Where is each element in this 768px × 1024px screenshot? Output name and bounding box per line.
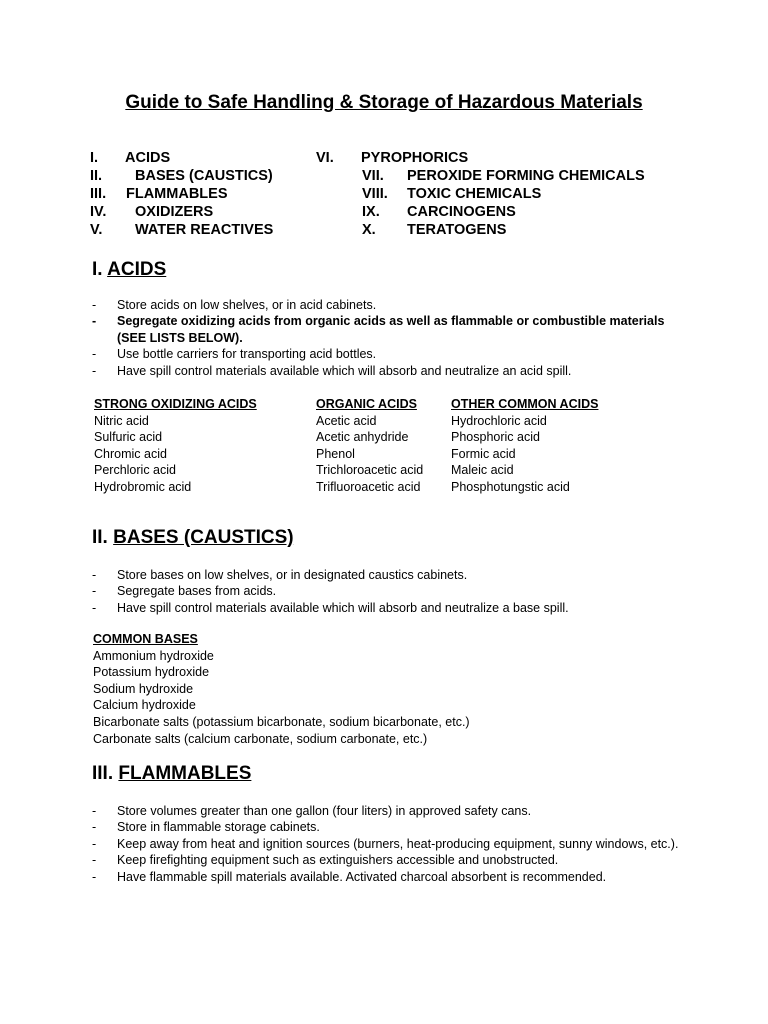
toc-number: IV.: [90, 204, 107, 220]
list-item: Acetic acid: [316, 413, 377, 428]
column-header: ORGANIC ACIDS: [316, 397, 417, 411]
list-item: [92, 803, 692, 819]
list-item: Ammonium hydroxide: [93, 648, 214, 663]
bullet-dash: -: [92, 584, 97, 599]
list-item: Nitric acid: [94, 413, 149, 428]
acids-bullet-list: [92, 297, 692, 379]
list-item: [92, 313, 692, 346]
bullet-text: Store in flammable storage cabinets.: [117, 820, 320, 835]
acid-column-strong-oxidizing: [94, 396, 257, 496]
bullet-text: Keep away from heat and ignition sources (burners, heat-producing equipment, sunny windows, etc.).: [117, 836, 679, 851]
section-heading-acids: [92, 259, 166, 281]
bases-bullet-list: [92, 567, 692, 616]
list-item: [92, 567, 692, 583]
bullet-text: Have flammable spill materials available. Activated charcoal absorbent is recommended.: [117, 869, 607, 884]
bullet-dash: -: [92, 820, 97, 835]
section-heading-bases: [92, 527, 294, 549]
list-item: [92, 583, 692, 599]
section-number: II.: [92, 527, 108, 548]
bullet-dash: -: [92, 600, 97, 615]
list-item: Carbonate salts (calcium carbonate, sodium carbonate, etc.): [93, 731, 428, 746]
list-item: Formic acid: [451, 446, 516, 461]
bullet-dash: -: [92, 869, 97, 884]
list-item: Phenol: [316, 446, 355, 461]
bullet-dash: -: [92, 347, 97, 362]
acid-column-other-common: [451, 396, 598, 496]
section-heading-flammables: [92, 763, 251, 785]
common-bases-list: [93, 631, 470, 747]
bullet-text: Segregate bases from acids.: [117, 584, 277, 599]
toc-number: VII.: [362, 168, 384, 184]
list-item: [92, 819, 692, 835]
bullet-text: Segregate oxidizing acids from organic acids as well as flammable or combustible materials (SEE LISTS BELOW).: [117, 314, 665, 345]
toc-label: BASES (CAUSTICS): [135, 168, 273, 184]
acid-column-organic: [316, 396, 423, 496]
bullet-dash: -: [92, 314, 97, 329]
list-item: Maleic acid: [451, 463, 514, 478]
toc-label: TOXIC CHEMICALS: [407, 186, 542, 202]
toc-label: TERATOGENS: [407, 222, 507, 238]
toc-number: X.: [362, 222, 376, 238]
bullet-dash: -: [92, 363, 97, 378]
list-item: Phosphoric acid: [451, 430, 540, 445]
list-item: Calcium hydroxide: [93, 698, 196, 713]
bullet-dash: -: [92, 836, 97, 851]
bullet-text: Have spill control materials available which will absorb and neutralize a base spill.: [117, 600, 569, 615]
list-item: [92, 869, 692, 885]
section-title: FLAMMABLES: [118, 763, 252, 784]
section-title: BASES (CAUSTICS): [113, 527, 294, 548]
toc-number: II.: [90, 168, 103, 184]
toc-number: III.: [90, 186, 107, 202]
bullet-dash: -: [92, 853, 97, 868]
section-number: III.: [92, 763, 114, 784]
toc-label: WATER REACTIVES: [135, 222, 274, 238]
list-item: Phosphotungstic acid: [451, 479, 570, 494]
bullet-dash: -: [92, 298, 97, 312]
list-header: COMMON BASES: [93, 632, 198, 646]
list-item: Sodium hydroxide: [93, 681, 194, 696]
list-item: Trichloroacetic acid: [316, 463, 424, 478]
list-item: [92, 363, 692, 379]
list-item: Hydrochloric acid: [451, 413, 547, 428]
list-item: [92, 600, 692, 616]
list-item: [92, 297, 692, 313]
list-item: Perchloric acid: [94, 463, 176, 478]
list-item: Sulfuric acid: [94, 430, 163, 445]
column-header: STRONG OXIDIZING ACIDS: [94, 397, 257, 411]
list-item: Chromic acid: [94, 446, 167, 461]
bullet-text: Store bases on low shelves, or in designated caustics cabinets.: [117, 568, 468, 582]
toc-label: ACIDS: [125, 150, 171, 166]
toc-label: PYROPHORICS: [361, 150, 469, 166]
list-item: Trifluoroacetic acid: [316, 479, 421, 494]
list-item: Acetic anhydride: [316, 430, 409, 445]
list-item: Bicarbonate salts (potassium bicarbonate, sodium bicarbonate, etc.): [93, 714, 470, 729]
list-item: Hydrobromic acid: [94, 479, 192, 494]
bullet-dash: -: [92, 804, 97, 818]
toc-number: VIII.: [362, 186, 388, 202]
section-number: I.: [92, 259, 103, 280]
toc-number: VI.: [316, 150, 334, 166]
section-title: ACIDS: [107, 259, 167, 280]
bullet-text: Use bottle carriers for transporting acid bottles.: [117, 347, 377, 362]
bullet-text: Store acids on low shelves, or in acid cabinets.: [117, 298, 377, 312]
bullet-text: Keep firefighting equipment such as extinguishers accessible and unobstructed.: [117, 853, 559, 868]
toc-number: V.: [90, 222, 103, 238]
list-item: [92, 852, 692, 868]
toc-label: CARCINOGENS: [407, 204, 516, 220]
toc-label: OXIDIZERS: [135, 204, 214, 220]
bullet-text: Store volumes greater than one gallon (four liters) in approved safety cans.: [117, 804, 532, 818]
list-item: [92, 346, 692, 362]
toc-label: PEROXIDE FORMING CHEMICALS: [407, 168, 645, 184]
column-header: OTHER COMMON ACIDS: [451, 397, 599, 411]
flammables-bullet-list: [92, 803, 692, 885]
list-item: [92, 836, 692, 852]
toc-number: IX.: [362, 204, 380, 220]
bullet-dash: -: [92, 568, 97, 582]
list-item: Potassium hydroxide: [93, 665, 210, 680]
toc-label: FLAMMABLES: [126, 186, 228, 202]
bullet-text: Have spill control materials available which will absorb and neutralize an acid spill.: [117, 363, 572, 378]
toc-number: I.: [90, 150, 99, 166]
page-title: Guide to Safe Handling & Storage of Hazardous Materials: [125, 92, 643, 113]
